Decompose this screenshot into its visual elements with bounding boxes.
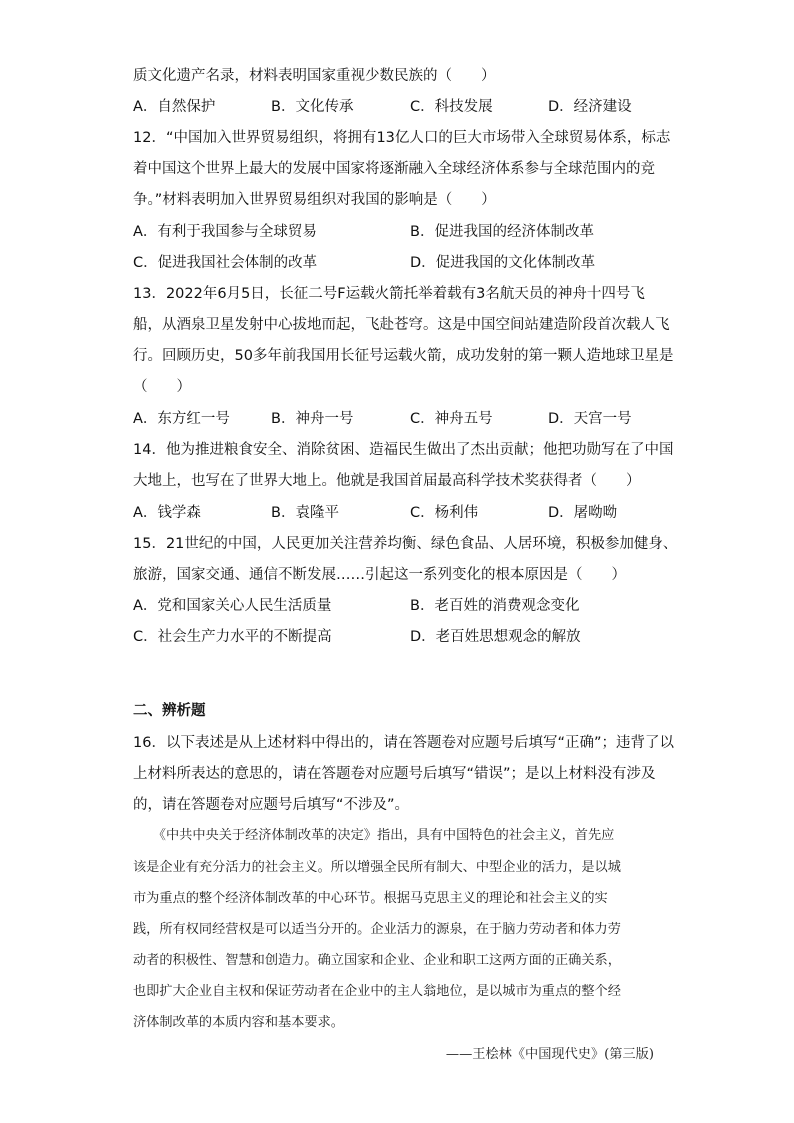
q16-stem-line: 16．以下表述是从上述材料中得出的，请在答题卷对应题号后填写“正确”；违背了以 bbox=[133, 735, 674, 751]
section-heading: 二、辨析题 bbox=[133, 703, 206, 719]
q12-option-c: C．促进我国社会体制的改革 bbox=[133, 255, 318, 271]
quote-line: 也即扩大企业自主权和保证劳动者在企业中的主人翁地位，是以城市为重点的整个经 bbox=[133, 984, 621, 999]
q12-option-d: D．促进我国的文化体制改革 bbox=[410, 255, 596, 271]
q15-stem-line: 旅游，国家交通、通信不断发展……引起这一系列变化的根本原因是（ ） bbox=[133, 567, 626, 583]
q13-option-c: C．神舟五号 bbox=[410, 411, 493, 427]
quote-line: 动者的积极性、智慧和创造力。确立国家和企业、企业和职工这两方面的正确关系， bbox=[133, 953, 621, 968]
q12-stem-line: 着中国这个世界上最大的发展中国家将逐渐融入全球经济体系参与全球范围内的竞 bbox=[133, 161, 655, 177]
q13-stem-line: 行。回顾历史，50多年前我国用长征号运载火箭，成功发射的第一颗人造地球卫星是 bbox=[133, 348, 674, 364]
q13-stem-line: 船，从酒泉卫星发射中心拔地而起，飞赴苍穹。这是中国空间站建造阶段首次载人飞 bbox=[133, 317, 670, 333]
quote-source: ——王桧林《中国现代史》(第三版) bbox=[445, 1047, 654, 1062]
q14-option-b: B．袁隆平 bbox=[271, 505, 339, 521]
quote-line: 《中共中央关于经济体制改革的决定》指出，具有中国特色的社会主义，首先应 bbox=[133, 828, 615, 843]
quote-line: 践，所有权同经营权是可以适当分开的。企业活力的源泉，在于脑力劳动者和体力劳 bbox=[133, 922, 621, 937]
q11-stem-line: 质文化遗产名录，材料表明国家重视少数民族的（ ） bbox=[133, 68, 496, 84]
q14-stem-line: 大地上，也写在了世界大地上。他就是我国首届最高科学技术奖获得者（ ） bbox=[133, 473, 641, 489]
q11-option-d: D．经济建设 bbox=[548, 99, 632, 115]
quote-line: 市为重点的整个经济体制改革的中心环节。根据马克思主义的理论和社会主义的实 bbox=[133, 891, 608, 906]
q15-option-d: D．老百姓思想观念的解放 bbox=[410, 629, 581, 645]
q12-option-b: B．促进我国的经济体制改革 bbox=[410, 224, 594, 240]
q16-stem-line: 上材料所表达的意思的，请在答题卷对应题号后填写“错误”；是以上材料没有涉及 bbox=[133, 766, 656, 782]
q15-stem-line: 15．21世纪的中国，人民更加关注营养均衡、绿色食品、人居环境，积极参加健身、 bbox=[133, 536, 678, 552]
quote-line: 济体制改革的本质内容和基本要求。 bbox=[133, 1015, 344, 1030]
q14-option-a: A．钱学森 bbox=[133, 505, 201, 521]
quote-line: 该是企业有充分活力的社会主义。所以增强全民所有制大、中型企业的活力，是以城 bbox=[133, 860, 621, 875]
q15-option-b: B．老百姓的消费观念变化 bbox=[410, 598, 580, 614]
q11-option-a: A．自然保护 bbox=[133, 99, 216, 115]
q16-stem-line: 的，请在答题卷对应题号后填写“不涉及”。 bbox=[133, 797, 410, 813]
q13-option-a: A．东方红一号 bbox=[133, 411, 230, 427]
q12-option-a: A．有利于我国参与全球贸易 bbox=[133, 224, 317, 240]
q13-stem-line: 13．2022年6月5日，长征二号F运载火箭托举着载有3名航天员的神舟十四号飞 bbox=[133, 286, 645, 302]
q14-stem-line: 14．他为推进粮食安全、消除贫困、造福民生做出了杰出贡献；他把功勋写在了中国 bbox=[133, 442, 674, 458]
q12-stem-line: 12．“中国加入世界贸易组织，将拥有13亿人口的巨大市场带入全球贸易体系，标志 bbox=[133, 130, 671, 146]
q13-option-b: B．神舟一号 bbox=[271, 411, 354, 427]
q13-stem-line: （ ） bbox=[133, 379, 191, 395]
q15-option-c: C．社会生产力水平的不断提高 bbox=[133, 629, 332, 645]
q12-stem-line: 争。”材料表明加入世界贸易组织对我国的影响是（ ） bbox=[133, 192, 496, 208]
q11-option-c: C．科技发展 bbox=[410, 99, 493, 115]
q14-option-d: D．屠呦呦 bbox=[548, 505, 618, 521]
q11-option-b: B．文化传承 bbox=[271, 99, 354, 115]
q13-option-d: D．天宫一号 bbox=[548, 411, 632, 427]
q15-option-a: A．党和国家关心人民生活质量 bbox=[133, 598, 332, 614]
q14-option-c: C．杨利伟 bbox=[410, 505, 479, 521]
